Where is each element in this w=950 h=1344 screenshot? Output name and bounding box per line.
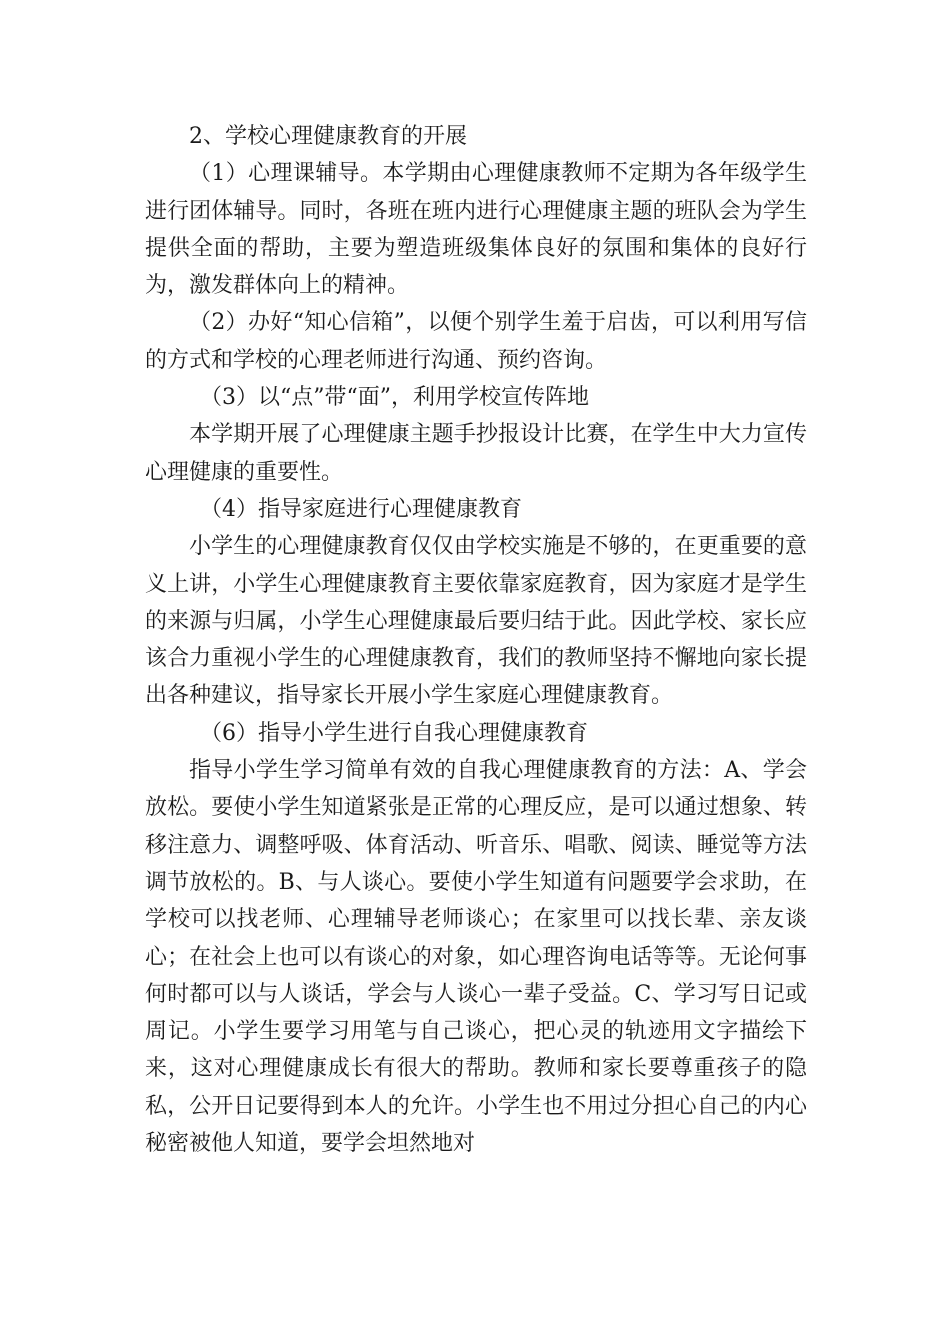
subheading-publicity: （3）以“点”带“面”，利用学校宣传阵地: [200, 385, 589, 411]
paragraph-self-education: 指导小学生学习简单有效的自我心理健康教育的方法：A、学会放松。要使小学生知道紧张是正常的心理反应，是可以通过想象、转移注意力、调整呼吸、体育活动、听音乐、唱歌、阅读、睡觉等方法调节放松的。B、与人谈心。要使小学生知道有问题要学会求助，在学校可以找老师、心理辅导老师谈心；在家里可以找长辈、亲友谈心；在社会上也可以有谈心的对象，如心理咨询电话等等。无论何事何时都可以与人谈话，学会与人谈心一辈子受益。C、学习写日记或周记。小学生要学习用笔与自己谈心，把心灵的轨迹用文字描绘下来，这对心理健康成长有很大的帮助。教师和家长要尊重孩子的隐私，公开日记要得到本人的允许。小学生也不用过分担心自己的内心秘密被他人知道，要学会坦然地对: [145, 758, 807, 1157]
paragraph-publicity: 本学期开展了心理健康主题手抄报设计比赛，在学生中大力宣传心理健康的重要性。: [145, 422, 807, 485]
section-heading: 2、学校心理健康教育的开展: [189, 124, 467, 149]
paragraph-family-education: 小学生的心理健康教育仅仅由学校实施是不够的，在更重要的意义上讲，小学生心理健康教育主要依靠家庭教育，因为家庭才是学生的来源与归属，小学生心理健康最后要归结于此。因此学校、家长应该合力重视小学生的心理健康教育，我们的教师坚持不懈地向家长提出各种建议，指导家长开展小学生家庭心理健康教育。: [145, 534, 807, 709]
subheading-self-education: （6）指导小学生进行自我心理健康教育: [200, 720, 588, 746]
subheading-family-education: （4）指导家庭进行心理健康教育: [200, 496, 522, 522]
paragraph-heart-mailbox: （2）办好“知心信箱”，以便个别学生羞于启齿，可以利用写信的方式和学校的心理老师进行沟通、预约咨询。: [145, 310, 807, 373]
document-body: [145, 118, 807, 1162]
paragraph-counseling-class: （1）心理课辅导。本学期由心理健康教师不定期为各年级学生进行团体辅导。同时，各班在班内进行心理健康主题的班队会为学生提供全面的帮助，主要为塑造班级集体良好的氛围和集体的良好行为，激发群体向上的精神。: [145, 161, 807, 299]
